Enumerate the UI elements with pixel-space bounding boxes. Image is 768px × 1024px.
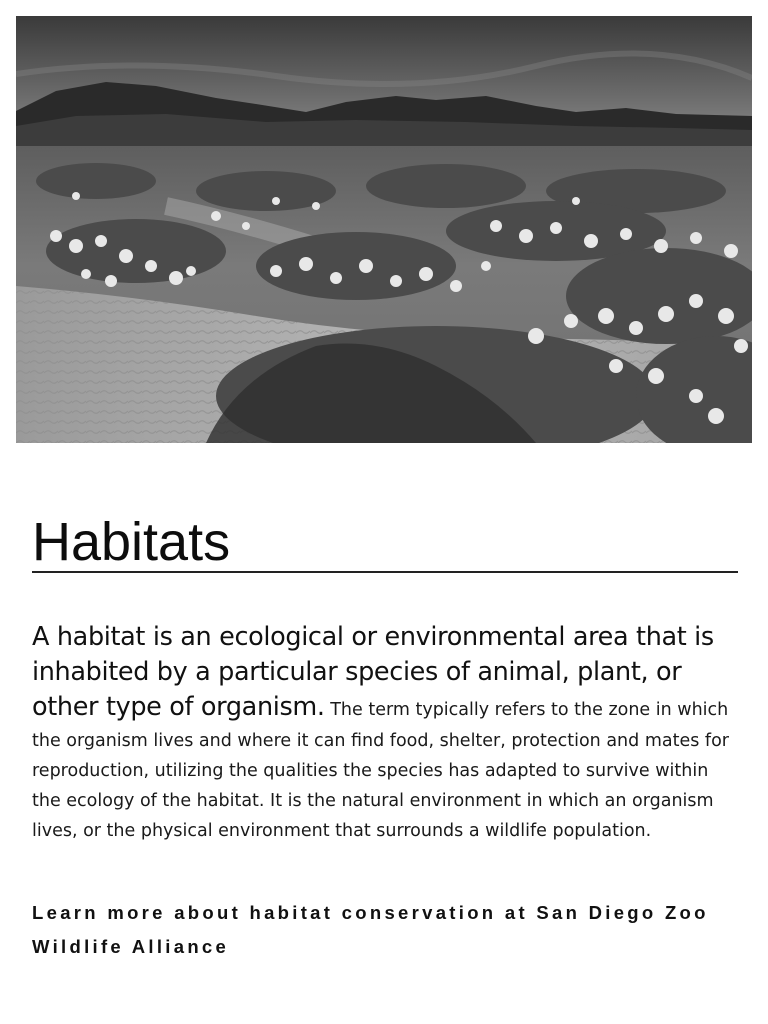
article	[32, 506, 738, 964]
article-text: The term typically refers to the zone in which the organism lives and where it can find food, shelter, protection and mates for reproduction, utilizing the qualities the species has adapted to survive within the ecology of the habitat. It is the natural environment in which an organism lives, or the physical environment that surrounds a wildlife population.	[32, 700, 729, 842]
page-title: Habitats	[32, 512, 231, 572]
desert-landscape-illustration	[16, 16, 752, 443]
hero-image	[16, 16, 752, 443]
article-body	[32, 620, 738, 846]
habitat-conservation-link[interactable]: Learn more about habitat conservation at San Diego Zoo Wildlife Alliance	[32, 902, 709, 958]
article-lead: A habitat is an ecological or environmental area that is inhabited by a particular species of animal, plant, or other type of organism.	[32, 622, 714, 723]
